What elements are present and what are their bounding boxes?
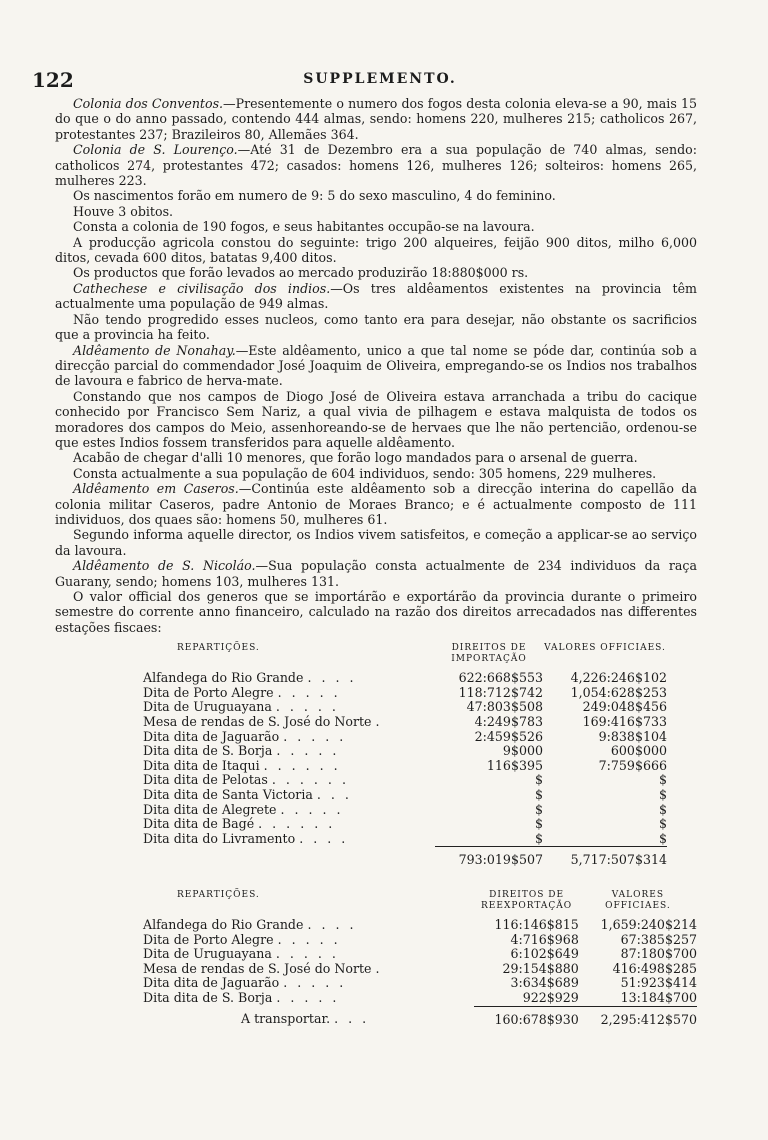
import-value-cell: $ [658, 801, 667, 817]
paragraph [55, 281, 697, 312]
page-header [32, 68, 728, 92]
import-duty-cell: $ [534, 830, 543, 846]
export-station-name: Dita dita de Jaguarão [143, 975, 280, 991]
import-row [55, 759, 667, 774]
paragraph-text: O valor official dos generos que se importárão e exportárão da provincia durante o primeiro semestre do corrente anno financeiro, calculado na razão dos direitos arrecadados nas differentes estações fiscaes: [55, 589, 697, 635]
import-value-cell: 4,226:246$102 [570, 670, 667, 686]
paragraph-text: Os nascimentos forão em numero de 9: 5 do sexo masculino, 4 do feminino. [73, 188, 556, 204]
import-value-cell: 249:048$456 [582, 699, 667, 715]
export-duty-cell: 3:634$689 [510, 975, 579, 991]
import-station-name: Mesa de rendas de S. José do Norte [143, 714, 372, 729]
import-row [55, 671, 667, 686]
paragraph [55, 589, 697, 635]
import-row [55, 773, 667, 788]
import-header-values: VALORES OFFICIAES. [544, 643, 666, 654]
export-total-value: 2,295:412$570 [579, 1006, 697, 1027]
transport-label: A transportar [241, 1011, 327, 1027]
import-value-cell: 9:838$104 [598, 728, 667, 744]
paragraph [55, 481, 697, 527]
paragraph-text: Não tendo progredido esses nucleos, como tanto era para desejar, não obstante os sacrificios que a provincia ha feito. [55, 311, 697, 343]
import-duty-cell: 4:249$783 [474, 714, 543, 729]
export-row [55, 991, 697, 1006]
import-duty-cell: $ [534, 816, 543, 832]
export-value-cell: 67:385$257 [620, 931, 697, 947]
import-total-duty: 793:019$507 [435, 847, 543, 868]
export-header-repartitions: REPARTIÇÕES. [177, 889, 260, 900]
leader-dots: . . . . [299, 831, 349, 846]
leader-dots: . . . . [307, 670, 357, 686]
import-value-cell: $ [658, 816, 667, 832]
export-duty-cell: 29:154$880 [502, 960, 579, 976]
export-row [55, 947, 697, 962]
import-row [55, 715, 667, 730]
paragraph [55, 312, 697, 343]
export-value-cell: 13:184$700 [620, 989, 697, 1005]
import-station-name: Dita dita de S. Borja [143, 743, 273, 759]
leader-dots: . . . . . [283, 728, 347, 744]
export-row [55, 976, 697, 991]
paragraph-text: Continúa este aldêamento sob a direcção interina do capellão da colonia militar Caseros, padre Antonio de Moraes Branco; e é actualmente composto de 111 individuos, dos quaes são: homens 50, mulheres 61. [55, 481, 697, 527]
export-station-name: Alfandega do Rio Grande [143, 916, 304, 932]
paragraph-text: Os tres aldêamentos existentes na provincia têm actualmente uma população de 949 almas. [55, 280, 697, 312]
import-value-cell: $ [658, 772, 667, 788]
export-total-duty: 160:678$930 [474, 1006, 578, 1027]
export-row [55, 918, 697, 933]
section-heading: Aldêamento em Caseros.— [73, 481, 252, 497]
export-station-name: Dita de Porto Alegre [143, 931, 274, 947]
paragraph [55, 265, 697, 280]
import-row [55, 832, 667, 847]
export-header-duties: DIREITOS DE REEXPORTAÇÃO [481, 889, 573, 911]
leader-dots: . . . . . [275, 946, 339, 962]
import-value-cell: $ [658, 786, 667, 802]
leader-dots: . . . . . [283, 975, 347, 991]
import-station-name: Dita de Uruguayana [143, 699, 272, 715]
section-heading: Aldêamento de S. Nicoláo.— [73, 558, 269, 574]
leader-dots: . . . . . [275, 699, 339, 715]
paragraph-text: Acabão de chegar d'alli 10 menores, que forão logo mandados para o arsenal de guerra. [73, 450, 638, 466]
export-station-name: Dita de Uruguayana [143, 946, 272, 962]
import-station-name: Dita dita de Itaqui [143, 757, 260, 773]
section-heading: Aldêamento de Nonahay.— [73, 342, 249, 358]
import-row [55, 788, 667, 803]
import-table-body [55, 671, 667, 847]
import-header-repartitions: REPARTIÇÕES. [177, 643, 260, 654]
import-value-cell: 7:759$666 [598, 757, 667, 773]
running-title: SUPPLEMENTO. [303, 71, 457, 87]
import-station-name: Dita de Porto Alegre [143, 684, 274, 700]
import-station-name: Dita dita de Pelotas [143, 772, 268, 788]
paragraph [55, 96, 697, 142]
import-row [55, 817, 667, 832]
page-number: 122 [32, 68, 74, 92]
paragraph-text: Constando que nos campos de Diogo José de Oliveira estava arranchada a tribu do cacique conhecido por Francisco Sem Nariz, a qual vivia de pilhagem e estava malquista de todos os moradores dos campos do Meio, assenhoreando-se de hervaes que lhe não pertencião, ordenou-se que estes Indios fossem transferidos para aquelle aldêamento. [55, 388, 697, 450]
leader-dots: . . . . . [277, 931, 341, 947]
import-value-cell: $ [658, 830, 667, 846]
leader-dots: . . . . . [280, 801, 344, 817]
import-station-name: Alfandega do Rio Grande [143, 670, 304, 686]
leader-dots: . . . . . [277, 684, 341, 700]
import-value-cell: 600$000 [610, 743, 667, 759]
import-station-name: Dita dita do Livramento [143, 831, 296, 846]
import-duty-cell: 2:459$526 [474, 728, 543, 744]
paragraph [55, 188, 697, 203]
paragraph [55, 466, 697, 481]
import-duty-cell: $ [534, 786, 543, 802]
export-station-name: Dita dita de S. Borja [143, 990, 273, 1006]
import-value-cell: 169:416$733 [582, 714, 667, 729]
leader-dots: . . . [334, 1011, 370, 1027]
section-heading: Colonia de S. Lourenço.— [73, 142, 251, 158]
paragraph [55, 142, 697, 188]
leader-dots: . . . . . [276, 743, 340, 759]
import-duty-cell: 118:712$742 [458, 684, 543, 700]
paragraph-text: Até 31 de Dezembro era a sua população de 740 almas, sendo: catholicos 274, protestantes 472; casados: homens 126, mulheres 126; solteiros: homens 265, mulheres 223. [55, 142, 697, 189]
paragraph [55, 558, 697, 589]
paragraph [55, 389, 697, 451]
import-value-cell: 1,054:628$253 [570, 684, 667, 700]
import-duty-cell: 116$395 [486, 757, 543, 773]
leader-dots: . . . . . . [271, 772, 349, 788]
import-table [55, 643, 667, 882]
export-value-cell: 1,659:240$214 [600, 916, 697, 932]
export-table [55, 890, 697, 1027]
paragraph-text: Segundo informa aquelle director, os Indios vivem satisfeitos, e começão a applicar-se ao serviço da lavoura. [55, 527, 697, 558]
body-text [55, 96, 697, 1027]
import-row [55, 744, 667, 759]
export-duty-cell: 116:146$815 [494, 916, 579, 932]
import-duty-cell: 9$000 [502, 743, 543, 759]
export-value-cell: 87:180$700 [620, 946, 697, 962]
import-row [55, 686, 667, 701]
leader-dots: . . . [316, 786, 352, 802]
import-row [55, 803, 667, 818]
paragraph [55, 343, 697, 389]
export-row [55, 933, 697, 948]
import-duty-cell: 622:668$553 [458, 670, 543, 686]
export-station-name: Mesa de rendas de S. José do Norte [143, 960, 372, 976]
export-header-values: VALORES OFFICIAES. [605, 889, 671, 911]
export-duty-cell: 6:102$649 [510, 946, 579, 962]
paragraph [55, 219, 697, 234]
import-duty-cell: $ [534, 772, 543, 788]
export-duty-cell: 922$929 [522, 989, 579, 1005]
paragraph-text: Os productos que forão levados ao mercado produzirão 18:880$000 rs. [73, 265, 529, 281]
leader-dots: . [375, 960, 383, 976]
paragraph [55, 204, 697, 219]
paragraph-text: Houve 3 obitos. [73, 203, 174, 219]
import-row [55, 730, 667, 745]
paragraph-list [55, 96, 697, 635]
paragraph [55, 235, 697, 266]
import-duty-cell: 47:803$508 [466, 699, 543, 715]
export-value-cell: 51:923$414 [620, 975, 697, 991]
import-row [55, 700, 667, 715]
paragraph [55, 527, 697, 558]
paragraph-text: A producção agricola constou do seguinte: trigo 200 alqueires, feijão 900 ditos, milho 6,000 ditos, cevada 600 ditos, batatas 9,400 ditos. [55, 234, 697, 266]
export-row [55, 962, 697, 977]
section-heading: Cathechese e civilisação dos indios.— [73, 280, 343, 296]
import-total-value: 5,717:507$314 [543, 847, 667, 868]
export-table-body [55, 918, 697, 1006]
import-header-duties: DIREITOS DE IMPORTAÇÃO [451, 643, 527, 665]
leader-dots: . . . . . . [258, 816, 336, 832]
leader-dots: . . . . [307, 916, 357, 932]
paragraph-text: Este aldêamento, unico a que tal nome se póde dar, continúa sob a direcção parcial do commendador José Joaquim de Oliveira, empregando-se os Indios nos trabalhos de lavoura e fabrico de herva-mate. [55, 342, 697, 389]
export-total-row: A transportar. . . . 160:678$930 2,295:412$570 [55, 1006, 697, 1027]
import-station-name: Dita dita de Alegrete [143, 801, 277, 817]
leader-dots: . . . . . [276, 990, 340, 1006]
import-total-row [55, 847, 667, 868]
import-station-name: Dita dita de Santa Victoria [143, 786, 313, 802]
paragraph-text: Sua população consta actualmente de 234 individuos da raça Guarany, sendo; homens 103, mulheres 131. [55, 558, 697, 589]
section-heading: Colonia dos Conventos.— [73, 96, 236, 111]
paragraph-text: Consta a colonia de 190 fogos, e seus habitantes occupão-se na lavoura. [73, 219, 535, 235]
paragraph-text: Consta actualmente a sua população de 604 individuos, sendo: 305 homens, 229 mulheres. [73, 465, 657, 481]
paragraph [55, 450, 697, 465]
export-duty-cell: 4:716$968 [510, 931, 579, 947]
leader-dots: . [375, 714, 383, 729]
import-duty-cell: $ [534, 801, 543, 817]
leader-dots: . . . . . . [263, 757, 341, 773]
import-station-name: Dita dita de Bagé [143, 816, 255, 832]
export-value-cell: 416:498$285 [612, 960, 697, 976]
import-station-name: Dita dita de Jaguarão [143, 728, 280, 744]
paragraph-text: Presentemente o numero dos fogos desta colonia eleva-se a 90, mais 15 do que o do anno passado, contendo 444 almas, sendo: homens 220, mulheres 215; catholicos 267, protestantes 237; Brazileiros 80, Allemães 364. [55, 96, 697, 142]
